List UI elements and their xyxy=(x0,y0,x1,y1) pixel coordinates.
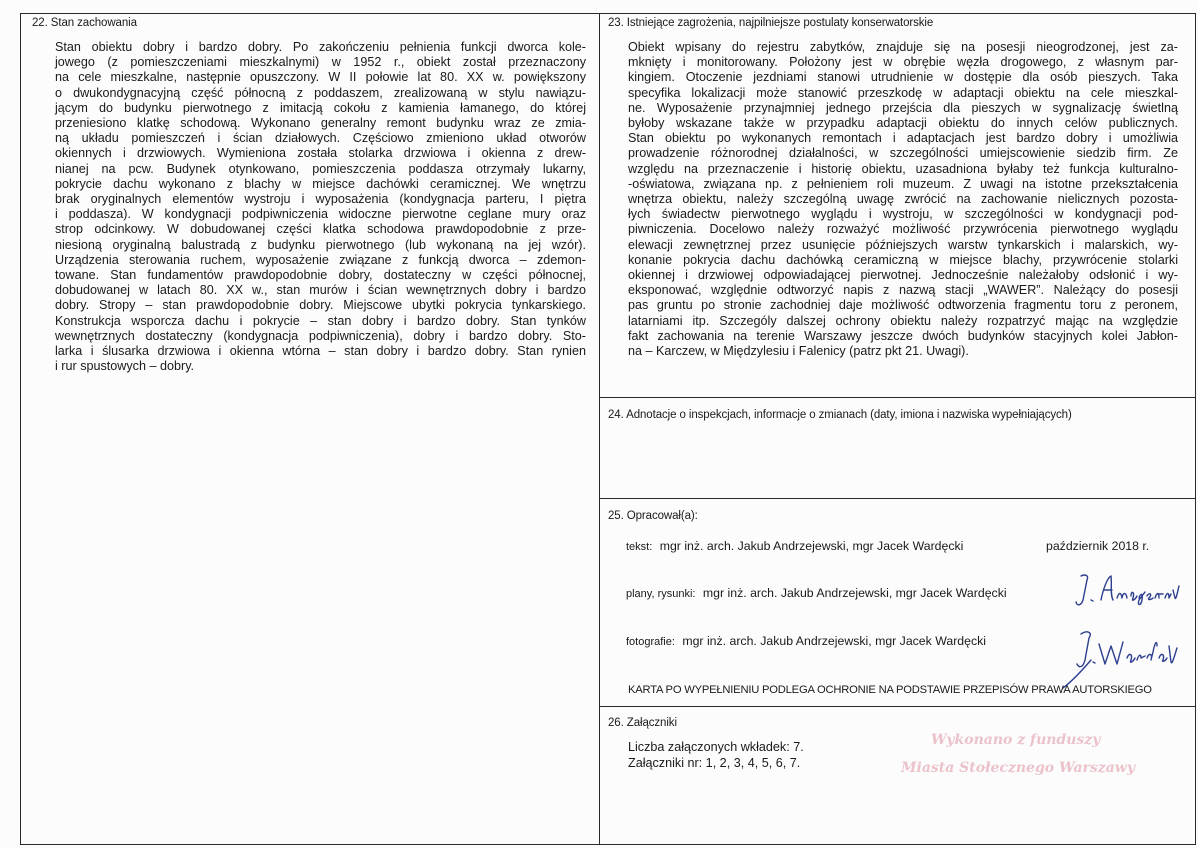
column-divider xyxy=(599,14,600,844)
text-line: przeniesiono klatkę schodową. Wykonano generalny remont budynku wraz ze zmia- xyxy=(55,116,586,131)
text-line: wnętrza obiektu, należy szczególną uwagę zwrócić na zachowanie nielicznych pozosta- xyxy=(628,192,1178,207)
text-line: konanie pokrycia dachu dachówką ceramiczną w miejsce blachy, przywrócenie stolarki xyxy=(628,252,1178,267)
section-26-heading: 26. Załączniki xyxy=(608,717,677,729)
form-frame xyxy=(20,13,1196,845)
divider-25-26 xyxy=(599,706,1195,707)
signature-andrzejewski xyxy=(1071,570,1181,610)
tekst-row xyxy=(626,539,963,553)
text-line: Stan obiektu po wykonanych remontach i adaptacjach jest bardzo dobry i umożliwia xyxy=(628,131,1178,146)
plany-row xyxy=(626,586,1007,600)
foto-label: fotografie: xyxy=(626,636,675,648)
text-line: na – Karczew, w Międzylesiu i Falenicy (patrz pkt 21. Uwagi). xyxy=(628,344,969,359)
text-line: okiennych i drzwiowych. Wymieniona została stolarka drzwiowa i okienna z drew- xyxy=(55,146,586,161)
text-line: pokrycie dachu wykonano z blachy w miejsce dachówki ceramicznej. We wnętrzu xyxy=(55,176,586,191)
text-line: dobudowanej w latach 80. XX w., stan murów i ścian wewnętrznych dobry i bardzo xyxy=(55,283,586,298)
foto-row xyxy=(626,634,986,648)
section-23-text xyxy=(628,40,1178,359)
text-line: -oświatowa, związana np. z pełnieniem roli muzeum. Z uwagi na istotne przekształcenia xyxy=(628,176,1178,191)
text-line: Stan obiektu dobry i bardzo dobry. Po zakończeniu pełnienia funkcji dworca kole- xyxy=(55,40,586,54)
text-line: dobry. Stropy – stan prawdopodobnie dobry. Miejscowe ubytki pokrycia tynkarskiego. xyxy=(55,298,586,313)
funding-stamp-line-2: Miasta Stołecznego Warszawy xyxy=(901,760,1135,776)
tekst-authors: mgr inż. arch. Jakub Andrzejewski, mgr Jacek Wardęcki xyxy=(659,539,964,553)
text-line: względu na przeznaczenie i historię obiektu, uzasadniona byłaby też funkcja kulturalno- xyxy=(628,161,1178,176)
text-line: o dwukondygnacyjną część północną z poddaszem, zrealizowaną w stylu nawiązu- xyxy=(55,85,586,100)
date-value: październik 2018 r. xyxy=(1046,539,1150,553)
text-line: jowego (z pomieszczeniami mieszkalnymi) w 1952 r., obiekt został przeznaczony xyxy=(55,55,586,70)
text-line: mknięty i monitorowany. Położony jest w obrębie węzła drogowego, z własnym par- xyxy=(628,55,1178,70)
text-line: na cele mieszkalne, następnie opuszczony. W II połowie lat 80. XX w. powiększony xyxy=(55,70,586,85)
text-line: byłoby wskazane także w przypadku adaptacji obiektu do innych celów publicznych. xyxy=(628,116,1178,131)
signature-wardecki xyxy=(1041,622,1181,692)
section-22-heading: 22. Stan zachowania xyxy=(32,17,137,29)
text-line: łych świadectw pierwotnego wyglądu i wystroju, w szczególności w kondygnacji pod- xyxy=(628,207,1178,222)
foto-authors: mgr inż. arch. Jakub Andrzejewski, mgr Jacek Wardęcki xyxy=(682,634,986,648)
section-24-heading: 24. Adnotacje o inspekcjach, informacje o zmianach (daty, imiona i nazwiska wypełniających) xyxy=(608,409,1072,421)
text-line: elewacji zewnętrznej przez usunięcie późniejszych warstw tynkarskich i malarskich, wy- xyxy=(628,237,1178,252)
text-line: nianej na pcw. Budynek otynkowano, pomieszczenia poddasza otrzymały lukarny, xyxy=(55,161,586,176)
plany-label: plany, rysunki: xyxy=(626,588,696,600)
text-line: towane. Stan fundamentów prawdopodobnie dobry, dostateczny w części północnej, xyxy=(55,268,586,283)
text-line: piwniczenia. Docelowo należy rozważyć możliwość przywrócenia pierwotnego wyglądu xyxy=(628,222,1178,237)
text-line: specyfika lokalizacji może stanowić przeszkodę w adaptacji obiektu na cele mieszkal- xyxy=(628,85,1178,100)
text-line: Konstrukcja wsporcza dachu i pokrycie – stan dobry i bardzo dobry. Stan tynków xyxy=(55,313,586,328)
text-line: okiennej i drzwiowej odpowiadającej pierwotnej. Jednocześnie należałoby odsłonić i wy- xyxy=(628,268,1178,283)
text-line: jącym do budynku pierwotnego z imitacją cokołu z kamienia łamanego, do której xyxy=(55,100,586,115)
text-line: prowadzenie różnorodnej działalności, w szczególności umiejscowienie siedzib firm. Ze xyxy=(628,146,1178,161)
section-23-heading: 23. Istniejące zagrożenia, najpilniejsze postulaty konserwatorskie xyxy=(608,17,934,29)
attachments-count: Liczba załączonych wkładek: 7. xyxy=(628,740,804,754)
text-line: wewnętrznych dostateczny (kondygnacja podpiwniczenia), dobry i bardzo dobry. Sto- xyxy=(55,328,586,343)
attachments-list: Załączniki nr: 1, 2, 3, 4, 5, 6, 7. xyxy=(628,756,801,770)
text-line: ne. Wyposażenie przynajmniej jednego przejścia dla pieszych w sygnalizację świetlną xyxy=(628,100,1178,115)
divider-23-24 xyxy=(599,397,1195,398)
text-line: niesioną oryginalną balustradą z budynku pierwotnego (lub wykonaną na jej wzór). xyxy=(55,237,586,252)
text-line: eksponować, względnie odtworzyć napis z nazwą stacji „WAWER”. Należący do posesji xyxy=(628,283,1178,298)
section-25-heading: 25. Opracował(a): xyxy=(608,510,698,522)
text-line: brak oryginalnych elementów wystroju i wyposażenia (kondygnacja parteru, I piętra xyxy=(55,192,586,207)
copyright-notice: KARTA PO WYPEŁNIENIU PODLEGA OCHRONIE NA PODSTAWIE PRZEPISÓW PRAWA AUTORSKIEGO xyxy=(628,684,1152,696)
text-line: latarniami itp. Szczególy dalszej ochrony obiektu należy rozpatrzyć mając na względzie xyxy=(628,313,1178,328)
plany-authors: mgr inż. arch. Jakub Andrzejewski, mgr Jacek Wardęcki xyxy=(702,586,1007,600)
tekst-label: tekst: xyxy=(626,541,653,553)
funding-stamp-line-1: Wykonano z funduszy xyxy=(931,732,1101,748)
divider-24-25 xyxy=(599,498,1195,499)
text-line: Obiekt wpisany do rejestru zabytków, znajduje się na posesji nieogrodzonej, jest za- xyxy=(628,40,1178,54)
text-line: kingiem. Otoczenie jezdniami stanowi utrudnienie w dostępie dla osób pieszych. Taka xyxy=(628,70,1178,85)
text-line: fakt zachowania na terenie Warszawy jeszcze dwóch budynków stacyjnych kolei Jabłon- xyxy=(628,328,1178,343)
text-line: strop odcinkowy. W dobudowanej części klatka schodowa prawdopodobnie z prze- xyxy=(55,222,586,237)
text-line: ną układu pomieszczeń i ścian działowych. Częściowo zmieniono układ otworów xyxy=(55,131,586,146)
text-line: i poddasza). W kondygnacji podpiwniczenia widoczne pierwotne ceglane mury oraz xyxy=(55,207,586,222)
section-22-text xyxy=(55,40,586,374)
text-line: i rur spustowych – dobry. xyxy=(55,359,195,374)
text-line: larka i ślusarka drzwiowa i okienna wtórna – stan dobry i bardzo dobry. Stan rynien xyxy=(55,344,586,359)
text-line: Urządzenia sterowania ruchem, wyposażenie związane z funkcją dworca – zdemon- xyxy=(55,252,586,267)
text-line: pas gruntu po stronie zachodniej daje możliwość odtworzenia fragmentu toru z peronem, xyxy=(628,298,1178,313)
